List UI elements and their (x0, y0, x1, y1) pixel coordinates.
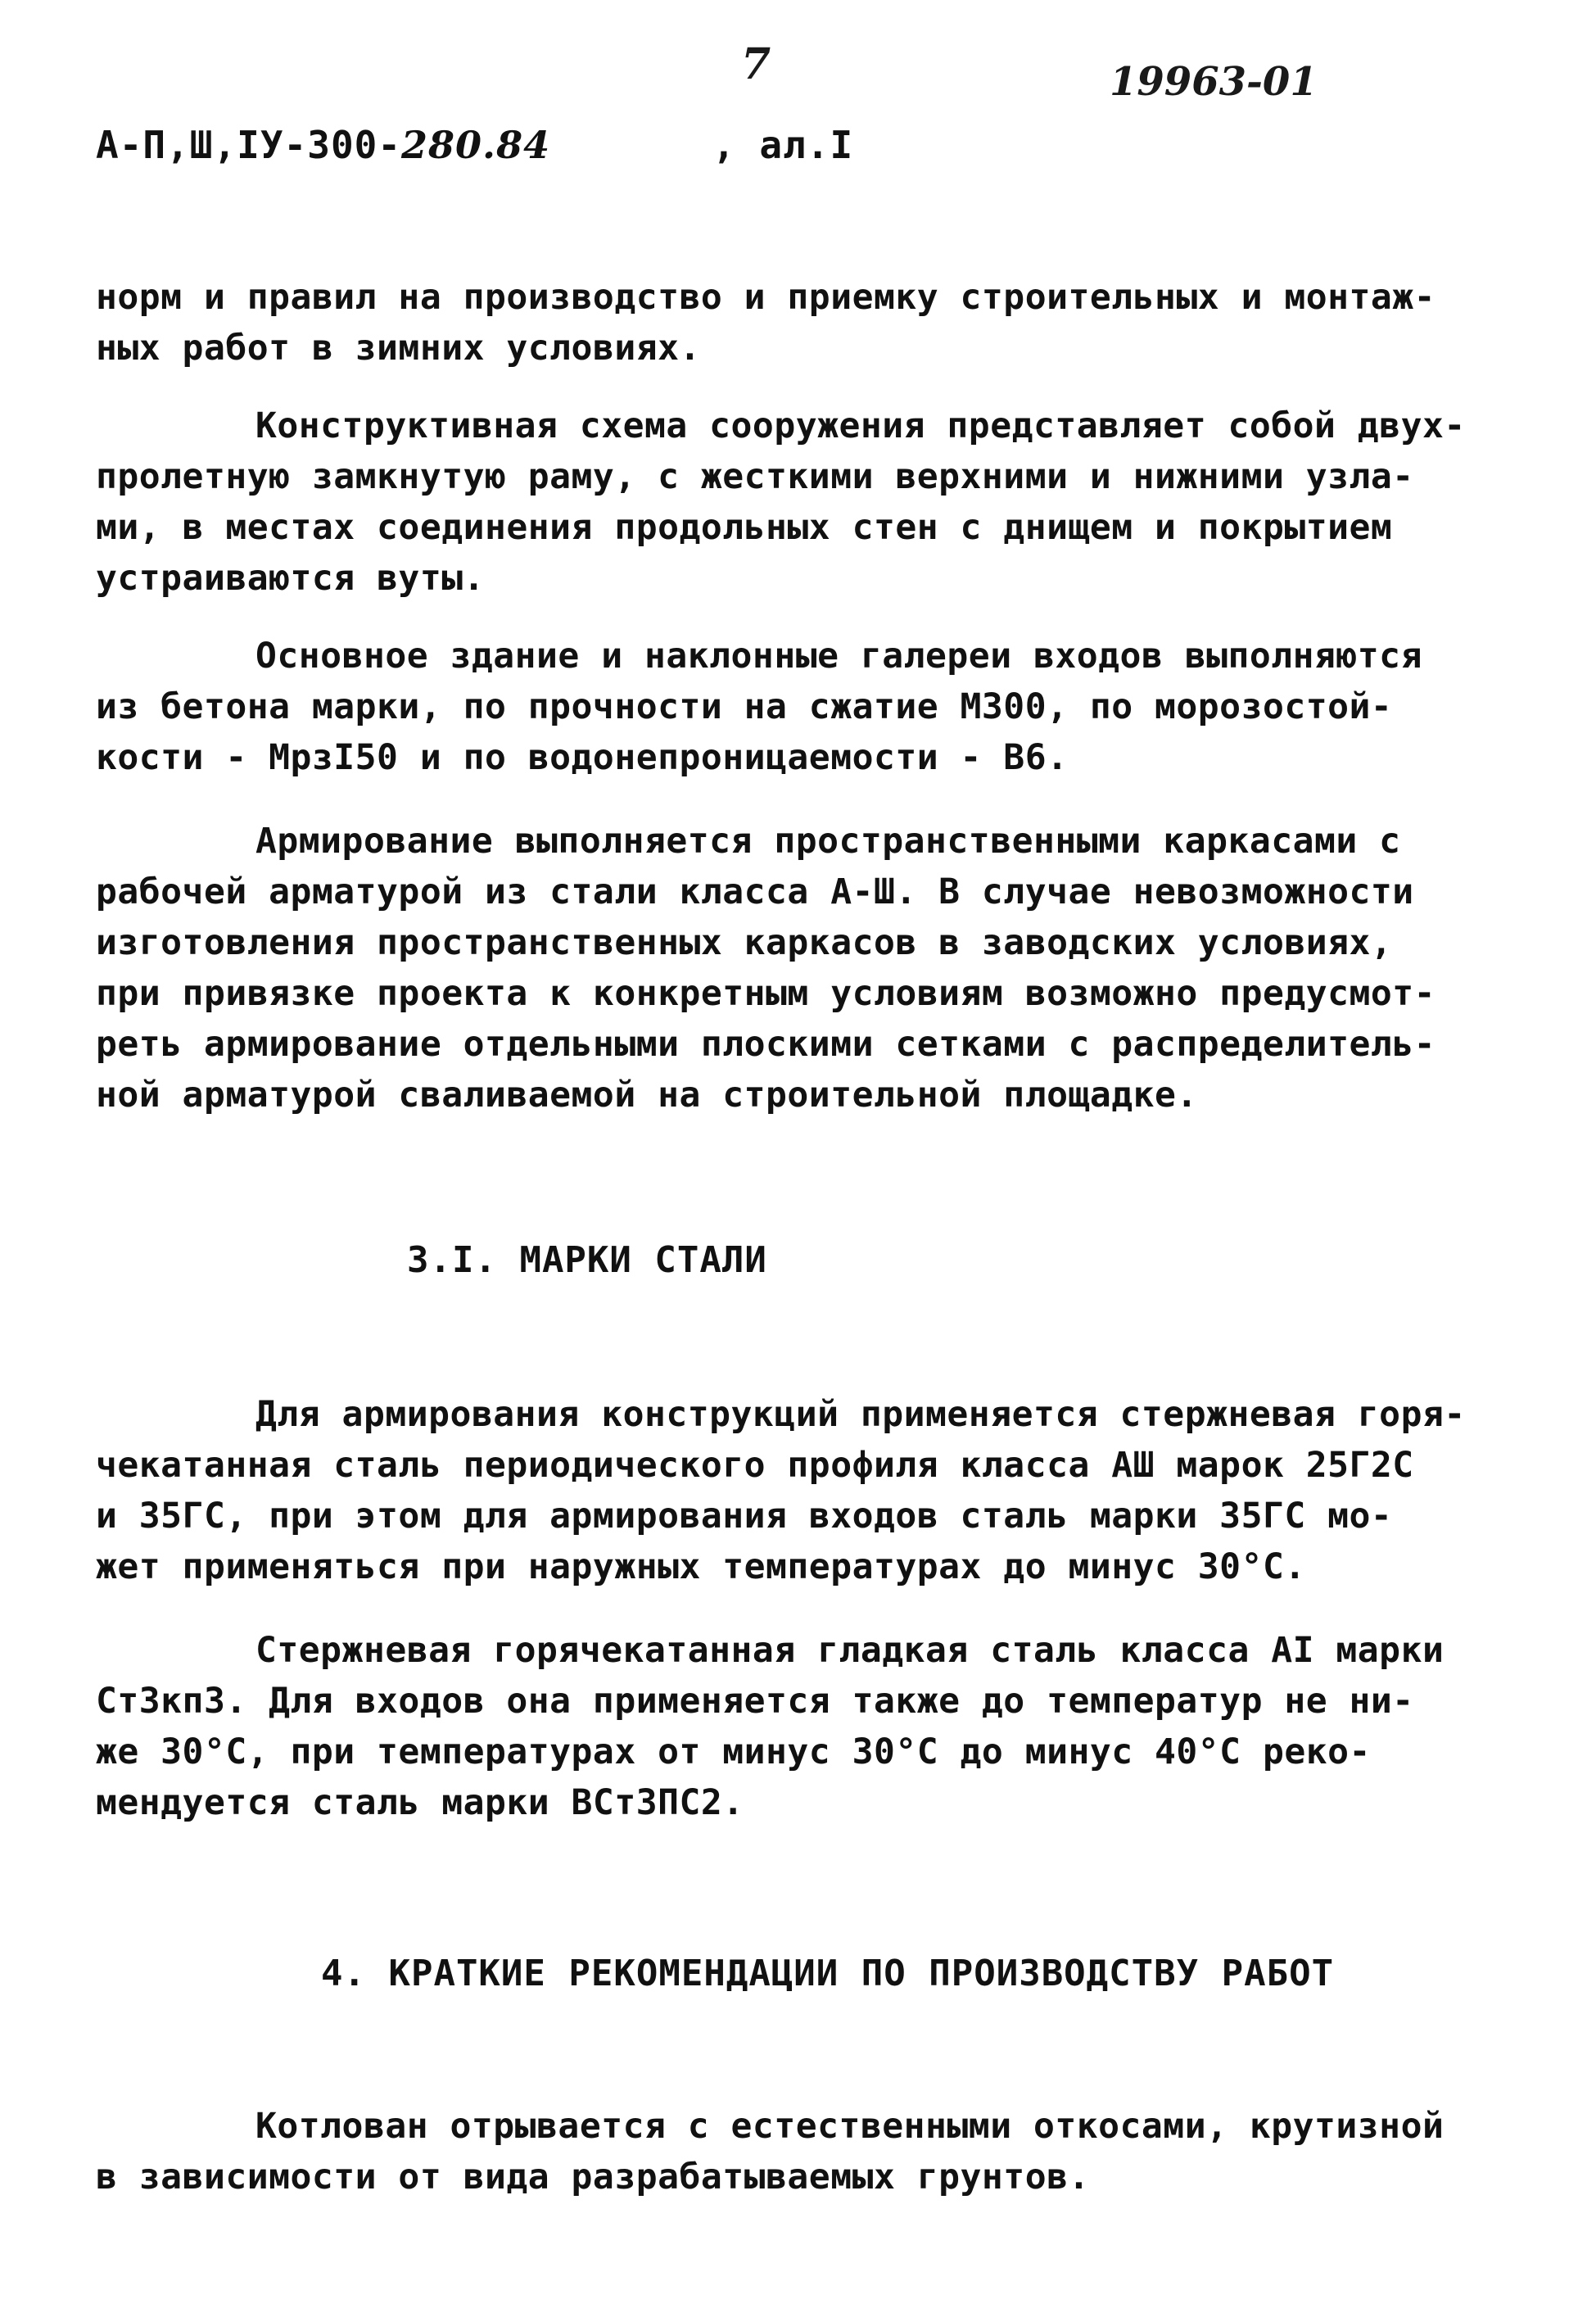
text-line: в зависимости от вида разрабатываемых грунтов. (96, 2157, 1090, 2198)
text-line: Ст3кп3. Для входов она применяется также до температур не ни- (96, 1681, 1414, 1722)
stamp-number: 19963-01 (1110, 59, 1318, 105)
text-line: кости - МрзI50 и по водонепроницаемости - В6. (96, 737, 1069, 778)
text-line: Котлован отрывается с естественными откосами, крутизной (255, 2106, 1445, 2147)
text-line: Для армирования конструкций применяется стержневая горя- (255, 1394, 1466, 1435)
text-line: и 35ГС, при этом для армирования входов сталь марки 35ГС мо- (96, 1496, 1393, 1537)
text-line: ми, в местах соединения продольных стен с днищем и покрытием (96, 507, 1393, 548)
text-line: устраиваются вуты. (96, 558, 485, 599)
text-line: Стержневая горячекатанная гладкая сталь класса АI марки (255, 1630, 1445, 1671)
sheet-label: , ал.I (712, 123, 854, 167)
document-code (96, 123, 550, 167)
text-line: ной арматурой сваливаемой на строительной площадке. (96, 1075, 1198, 1116)
text-line: Конструктивная схема сооружения представляет собой двух- (255, 405, 1466, 446)
text-line: Основное здание и наклонные галереи входов выполняются (255, 636, 1422, 677)
section-heading: 4. КРАТКИЕ РЕКОМЕНДАЦИИ ПО ПРОИЗВОДСТВУ РАБОТ (321, 1953, 1335, 1994)
text-line: рабочей арматурой из стали класса А-Ш. В случае невозможности (96, 871, 1414, 912)
text-line: норм и правил на производство и приемку строительных и монтаж- (96, 277, 1436, 318)
text-line: изготовления пространственных каркасов в заводских условиях, (96, 922, 1393, 963)
text-line: при привязке проекта к конкретным условиям возможно предусмот- (96, 973, 1436, 1014)
text-line: из бетона марки, по прочности на сжатие М300, по морозостой- (96, 686, 1393, 727)
document-code-handwritten: 280.84 (401, 123, 551, 167)
text-line: пролетную замкнутую раму, с жесткими верхними и нижними узла- (96, 456, 1414, 497)
text-line: реть армирование отдельными плоскими сетками с распределитель- (96, 1024, 1436, 1065)
text-line: же 30°С, при температурах от минус 30°С до минус 40°С реко- (96, 1731, 1371, 1772)
page-number: 7 (741, 39, 771, 89)
text-line: ных работ в зимних условиях. (96, 328, 701, 369)
document-code-typed: А-П,Ш,IУ-300- (96, 123, 402, 167)
section-heading: 3.I. МАРКИ СТАЛИ (407, 1239, 767, 1281)
text-line: жет применяться при наружных температурах до минус 30°С. (96, 1546, 1306, 1587)
text-line: мендуется сталь марки ВСт3ПС2. (96, 1782, 744, 1823)
text-line: Армирование выполняется пространственными каркасами с (255, 821, 1401, 862)
text-line: чекатанная сталь периодического профиля класса АШ марок 25Г2С (96, 1445, 1414, 1486)
